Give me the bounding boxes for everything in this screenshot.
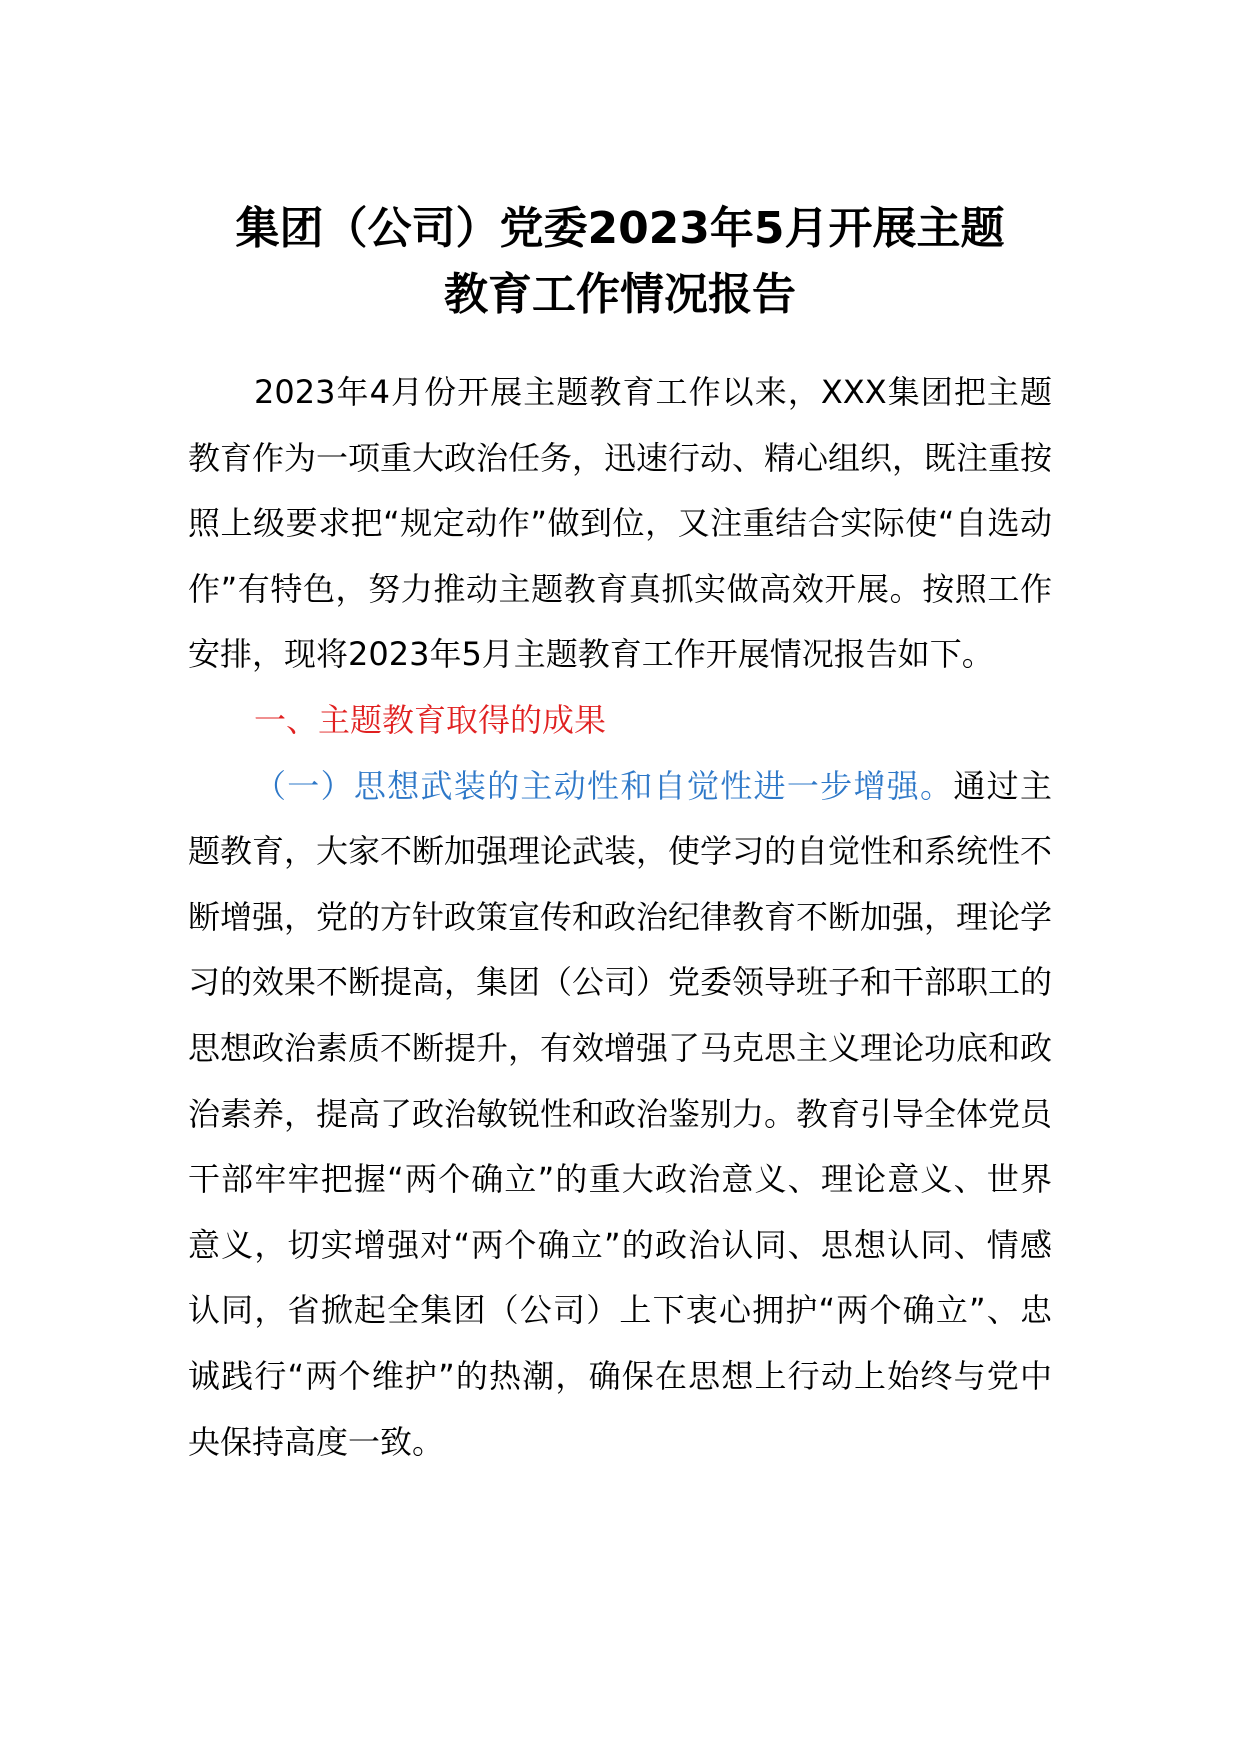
title-line-1: 集团（公司）党委2023年5月开展主题: [235, 203, 1005, 254]
intro-paragraph: 2023年4月份开展主题教育工作以来，XXX集团把主题教育作为一项重大政治任务，迅速行动、精心组织，既注重按照上级要求把“规定动作”做到位，又注重结合实际使“自选动作”有特色，努力推动主题教育真抓实做高效开展。按照工作安排，现将2023年5月主题教育工作开展情况报告如下。: [188, 373, 1053, 674]
document-title: [150, 196, 1090, 328]
subsection-body: 通过主题教育，大家不断加强理论武装，使学习的自觉性和系统性不断增强，党的方针政策宣传和政治纪律教育不断加强，理论学习的效果不断提高，集团（公司）党委领导班子和干部职工的思想政治素质不断提升，有效增强了马克思主义理论功底和政治素养，提高了政治敏锐性和政治鉴别力。教育引导全体党员干部牢牢把握“两个确立”的重大政治意义、理论意义、世界意义，切实增强对“两个确立”的政治认同、思想认同、情感认同，省掀起全集团（公司）上下衷心拥护“两个确立”、忠诚践行“两个维护”的热潮，确保在思想上行动上始终与党中央保持高度一致。: [188, 766, 1053, 1461]
title-line-2: 教育工作情况报告: [444, 269, 796, 320]
subsection-paragraph: [188, 754, 1052, 1476]
subsection-heading: （一）思想武装的主动性和自觉性进一步增强。: [254, 766, 954, 805]
section-heading-achievements: 一、主题教育取得的成果: [254, 701, 607, 739]
